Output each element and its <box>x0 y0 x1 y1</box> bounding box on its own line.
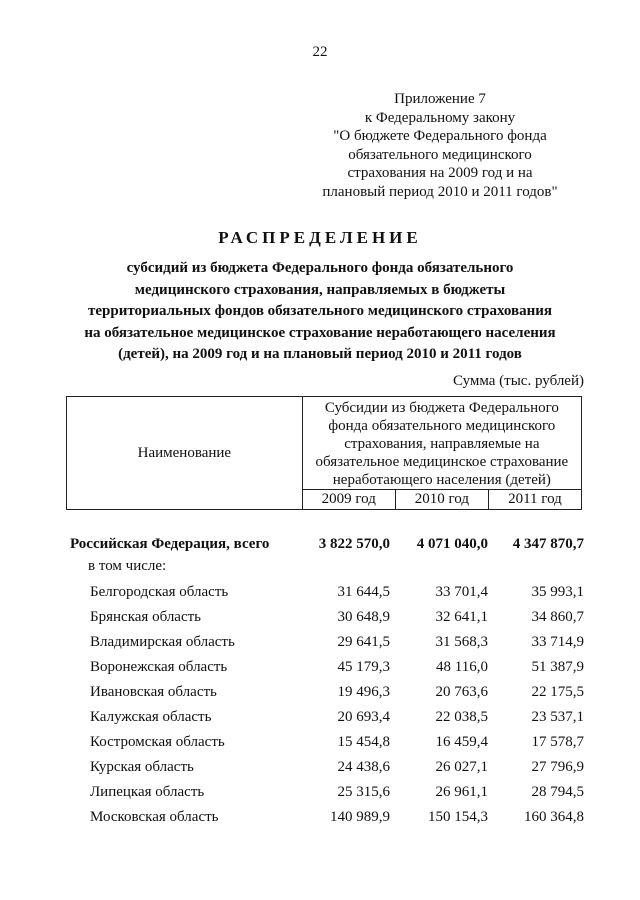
value-2009: 19 496,3 <box>337 684 390 700</box>
table-row <box>0 732 640 752</box>
table-row <box>0 582 640 602</box>
value-2010: 26 961,1 <box>435 784 488 800</box>
table-row-including <box>0 556 640 576</box>
value-2011: 22 175,5 <box>531 684 584 700</box>
value-2010: 20 763,6 <box>435 684 488 700</box>
appendix-line: "О бюджете Федерального фонда <box>333 128 547 144</box>
table-header <box>66 396 582 510</box>
value-2009: 45 179,3 <box>337 659 390 675</box>
table-row <box>0 782 640 802</box>
subsidy-header-line: Субсидии из бюджета Федерального <box>324 400 559 416</box>
table-row <box>0 757 640 777</box>
value-2009: 15 454,8 <box>337 734 390 750</box>
subsidy-header-line: неработающего населения (детей) <box>332 472 551 488</box>
subtitle-line: медицинского страхования, направляемых в бюджеты <box>134 281 506 298</box>
value-2010: 16 459,4 <box>435 734 488 750</box>
document-title: РАСПРЕДЕЛЕНИЕ <box>218 228 422 247</box>
units-label: Сумма (тыс. рублей) <box>452 373 584 389</box>
row-name: Воронежская область <box>90 659 228 675</box>
document-subtitle <box>40 258 600 366</box>
row-name: Ивановская область <box>90 684 217 700</box>
column-header-2009: 2009 год <box>302 490 395 510</box>
column-header-2011: 2011 год <box>488 490 581 510</box>
appendix-line: плановый период 2010 и 2011 годов" <box>322 183 558 200</box>
value-2011: 23 537,1 <box>531 709 584 725</box>
subtitle-line: (детей), на 2009 год и на плановый период 2010 и 2011 годов <box>118 346 522 363</box>
value-2011: 51 387,9 <box>531 659 584 675</box>
table-row <box>0 632 640 652</box>
column-header-subsidies <box>302 397 581 490</box>
value-2011: 17 578,7 <box>531 734 584 750</box>
value-2009: 31 644,5 <box>337 584 390 600</box>
including-label: в том числе: <box>88 558 167 574</box>
appendix-line: страхования на 2009 год и на <box>347 165 533 181</box>
value-2009: 29 641,5 <box>337 634 390 650</box>
row-name: Курская область <box>90 759 194 775</box>
subsidy-header-line: обязательное медицинское страхование <box>315 454 569 470</box>
value-2010: 32 641,1 <box>435 609 488 625</box>
row-name: Калужская область <box>90 709 212 725</box>
value-2009: 30 648,9 <box>337 609 390 625</box>
column-header-name: Наименование <box>67 397 303 510</box>
value-2011: 33 714,9 <box>531 634 584 650</box>
table-row <box>0 707 640 727</box>
appendix-line: Приложение 7 <box>394 91 486 107</box>
value-2011: 27 796,9 <box>531 759 584 775</box>
value-2010: 48 116,0 <box>436 659 488 675</box>
value-2011: 160 364,8 <box>524 809 584 825</box>
subsidy-header-line: фонда обязательного медицинского <box>328 418 556 434</box>
appendix-line: обязательного медицинского <box>348 146 532 163</box>
value-2010: 31 568,3 <box>435 634 488 650</box>
value-2011: 34 860,7 <box>531 609 584 625</box>
appendix-note <box>300 90 580 201</box>
row-name: Владимирская область <box>90 634 235 650</box>
appendix-line: к Федеральному закону <box>364 109 516 126</box>
row-name: Брянская область <box>90 609 202 625</box>
table-row-total <box>0 534 640 554</box>
subtitle-line: территориальных фондов обязательного медицинского страхования <box>88 303 552 320</box>
value-2009: 140 989,9 <box>330 809 390 825</box>
value-2011: 28 794,5 <box>531 784 584 800</box>
row-name: Белгородская область <box>90 584 229 600</box>
page-number: 22 <box>312 44 328 60</box>
subsidy-header-line: страхования, направляемые на <box>344 436 540 452</box>
subtitle-line: на обязательное медицинское страхование неработающего населения <box>84 324 556 341</box>
table-row <box>0 682 640 702</box>
subtitle-line: субсидий из бюджета Федерального фонда обязательного <box>126 260 514 276</box>
value-2010: 33 701,4 <box>435 584 488 600</box>
row-name: Московская область <box>90 809 219 825</box>
value-2010: 22 038,5 <box>435 709 488 725</box>
value-2009: 20 693,4 <box>337 709 390 725</box>
value-2010: 150 154,3 <box>428 809 488 825</box>
row-name: Липецкая область <box>90 784 205 800</box>
value-2010: 4 071 040,0 <box>416 536 488 552</box>
value-2010: 26 027,1 <box>435 759 488 775</box>
table-row <box>0 607 640 627</box>
value-2009: 25 315,6 <box>337 784 390 800</box>
row-name: Российская Федерация, всего <box>70 536 270 552</box>
table-row <box>0 807 640 827</box>
value-2009: 24 438,6 <box>337 759 390 775</box>
value-2011: 35 993,1 <box>531 584 584 600</box>
row-name: Костромская область <box>90 734 225 750</box>
column-header-2010: 2010 год <box>395 490 488 510</box>
value-2009: 3 822 570,0 <box>318 536 390 552</box>
table-row <box>0 657 640 677</box>
value-2011: 4 347 870,7 <box>512 536 584 552</box>
